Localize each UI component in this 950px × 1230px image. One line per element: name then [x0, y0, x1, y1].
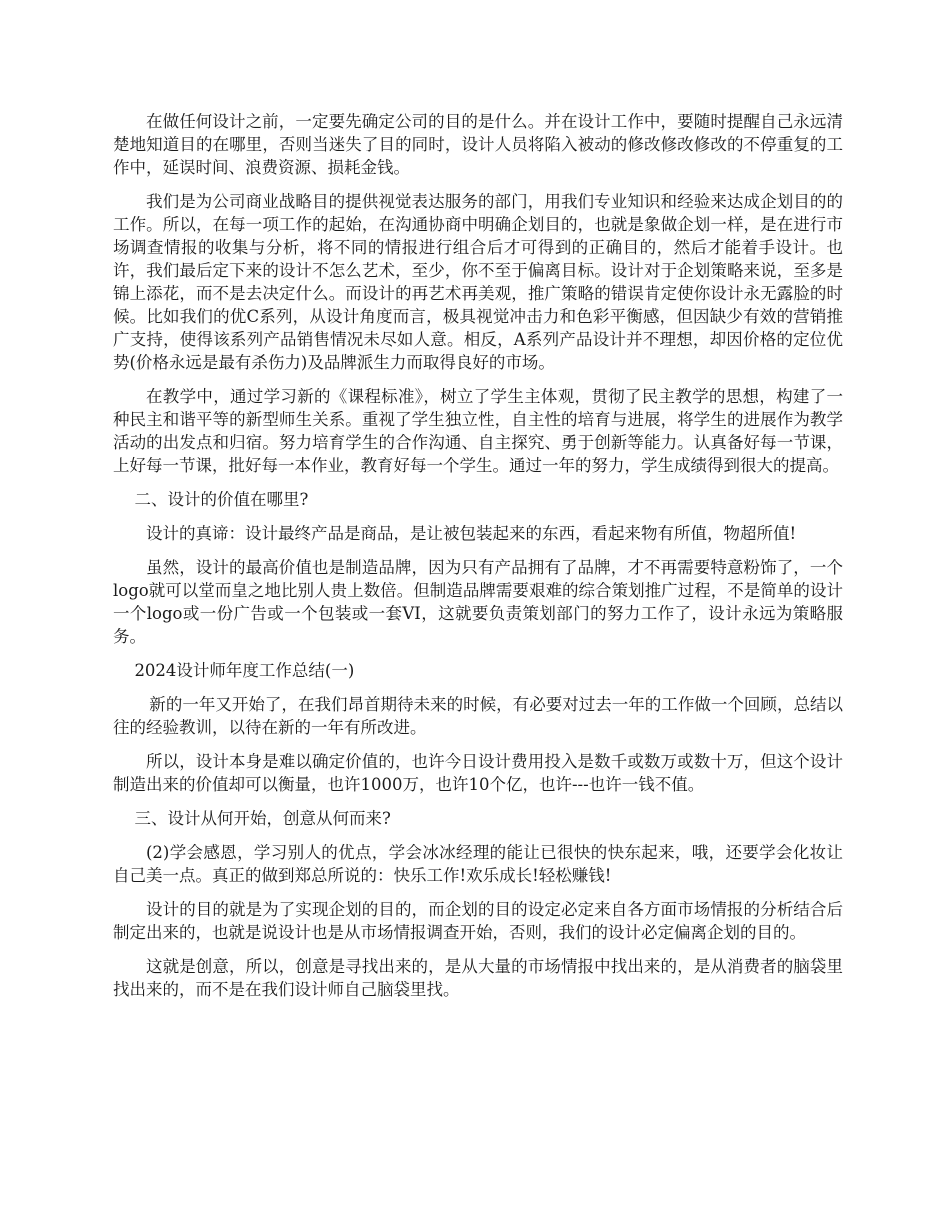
document-body	[113, 110, 843, 1012]
paragraph: 所以，设计本身是难以确定价值的，也许今日设计费用投入是数千或数万或数十万，但这个设计制造出来的价值却可以衡量，也许1000万，也许10个亿，也许---也许一钱不值。	[113, 752, 843, 794]
paragraph: 这就是创意，所以，创意是寻找出来的，是从大量的市场情报中找出来的，是从消费者的脑袋里找出来的，而不是在我们设计师自己脑袋里找。	[113, 957, 843, 999]
paragraph: 在做任何设计之前，一定要先确定公司的目的是什么。并在设计工作中，要随时提醒自己永远清楚地知道目的在哪里，否则当迷失了目的同时，设计人员将陷入被动的修改修改修改的不停重复的工作中，延误时间、浪费资源、损耗金钱。	[113, 112, 843, 177]
paragraph: 设计的真谛：设计最终产品是商品，是让被包装起来的东西，看起来物有所值，物超所值!	[146, 524, 797, 543]
paragraph: 虽然，设计的最高价值也是制造品牌，因为只有产品拥有了品牌，才不再需要特意粉饰了，一个logo就可以堂而皇之地比别人贵上数倍。但制造品牌需要艰难的综合策划推广过程，不是简单的设计一个logo或一份广告或一个包装或一套VI，这就要负责策划部门的努力工作了，设计永远为策略服务。	[113, 558, 843, 646]
paragraph: 在教学中，通过学习新的《课程标准》，树立了学生主体观，贯彻了民主教学的思想，构建了一种民主和谐平等的新型师生关系。重视了学生独立性，自主性的培育与进展，将学生的进展作为教学活动的出发点和归宿。努力培育学生的合作沟通、自主探究、勇于创新等能力。认真备好每一节课，上好每一节课，批好每一本作业，教育好每一个学生。通过一年的努力，学生成绩得到很大的提高。	[113, 387, 843, 475]
paragraph: 设计的目的就是为了实现企划的目的，而企划的目的设定必定来自各方面市场情报的分析结合后制定出来的，也就是说设计也是从市场情报调查开始，否则，我们的设计必定偏离企划的目的。	[113, 900, 843, 942]
section-heading: 2024设计师年度工作总结(一)	[134, 661, 355, 680]
paragraph: 新的一年又开始了，在我们昂首期待未来的时候，有必要对过去一年的工作做一个回顾，总结以往的经验教训，以待在新的一年有所改进。	[113, 695, 843, 737]
paragraph: (2)学会感恩，学习别人的优点，学会冰冰经理的能让已很快的快东起来，哦，还要学会化妆让自己美一点。真正的做到郑总所说的：快乐工作!欢乐成长!轻松赚钱!	[113, 843, 843, 885]
section-heading: 二、设计的价值在哪里?	[134, 490, 309, 509]
paragraph: 我们是为公司商业战略目的提供视觉表达服务的部门，用我们专业知识和经验来达成企划目的的工作。所以，在每一项工作的起始，在沟通协商中明确企划目的，也就是象做企划一样，是在进行市场调查情报的收集与分析，将不同的情报进行组合后才可得到的正确目的，然后才能着手设计。也许，我们最后定下来的设计不怎么艺术，至少，你不至于偏离目标。设计对于企划策略来说，至多是锦上添花，而不是去决定什么。而设计的再艺术再美观，推广策略的错误肯定使你设计永无露脸的时候。比如我们的优C系列，从设计角度而言，极具视觉冲击力和色彩平衡感，但因缺少有效的营销推广支持，使得该系列产品销售情况未尽如人意。相反，A系列产品设计并不理想，却因价格的定位优势(价格永远是最有杀伤力)及品牌派生力而取得良好的市场。	[113, 192, 843, 372]
section-heading: 三、设计从何开始，创意从何而来?	[134, 809, 391, 828]
